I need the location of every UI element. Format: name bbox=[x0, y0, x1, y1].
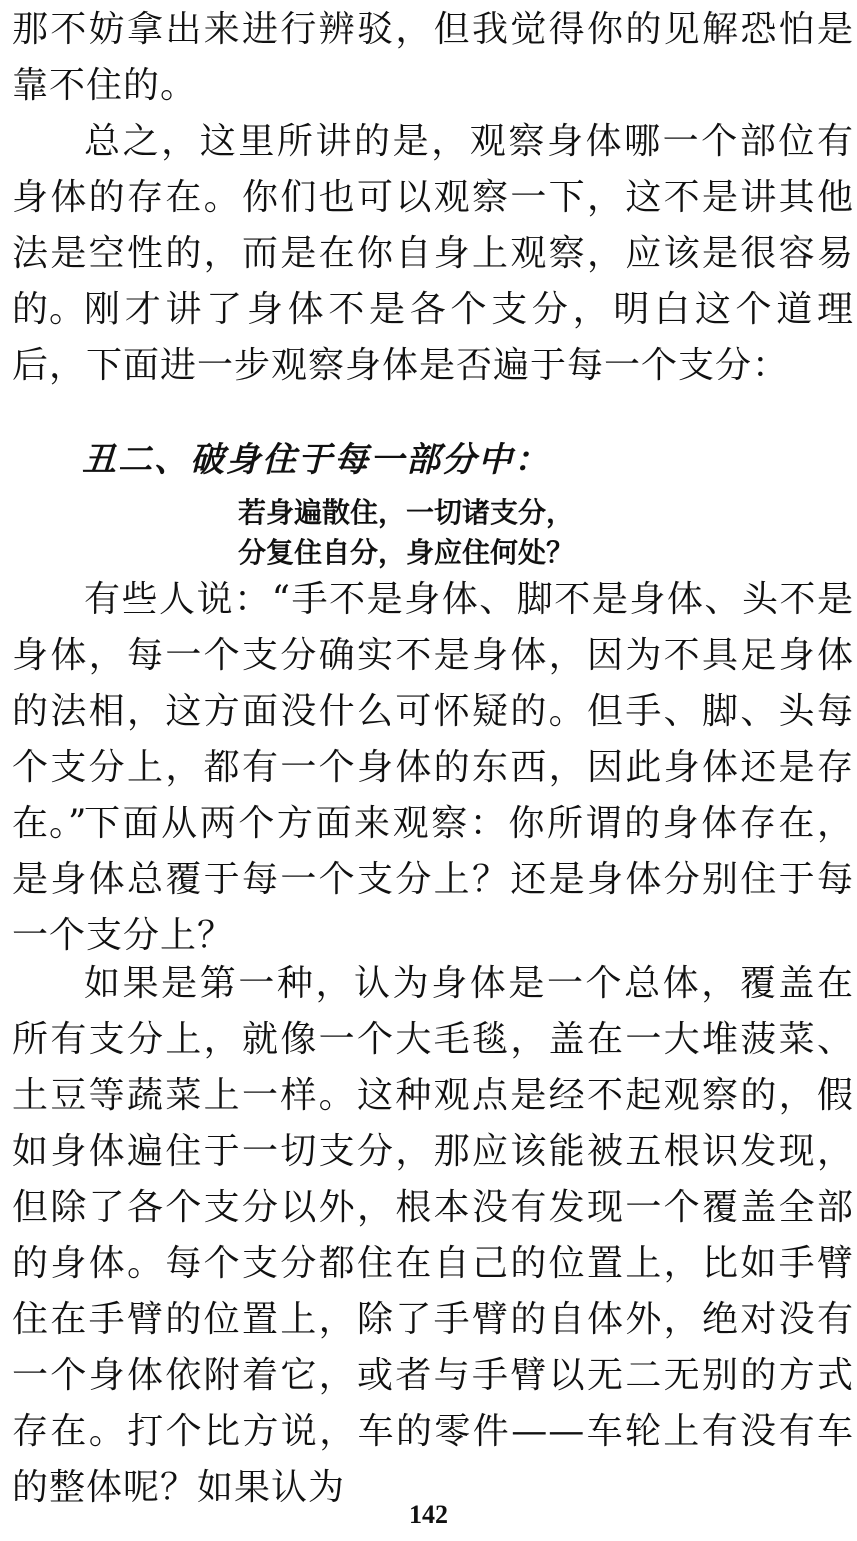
paragraph-first-case: 如果是第一种，认为身体是一个总体，覆盖在所有支分上，就像一个大毛毯，盖在一大堆菠菜、土豆等蔬菜上一样。这种观点是经不起观察的，假如身体遍住于一切支分，那应该能被五根识发现，但除了各个支分以外，根本没有发现一个覆盖全部的身体。每个支分都住在自己的位置上，比如手臂住在手臂的位置上，除了手臂的自体外，绝对没有一个身体依附着它，或者与手臂以无二无别的方式存在。打个比方说，车的零件——车轮上有没有车的整体呢？如果认为 bbox=[12, 963, 854, 1508]
paragraph-continuation: 那不妨拿出来进行辨驳，但我觉得你的见解恐怕是靠不住的。 bbox=[12, 9, 854, 106]
section-heading: 丑二、破身住于每一部分中： bbox=[82, 440, 550, 480]
paragraph-objection: 有些人说：“手不是身体、脚不是身体、头不是身体，每一个支分确实不是身体，因为不具足身体的法相，这方面没什么可怀疑的。但手、脚、头每个支分上，都有一个身体的东西，因此身体还是存在。” bbox=[12, 579, 854, 844]
verse-line-2: 分复住自分，身应住何处？ bbox=[238, 536, 575, 569]
verse-line-1: 若身遍散住，一切诸支分， bbox=[238, 496, 575, 529]
paragraph-summary: 总之，这里所讲的是，观察身体哪一个部位有身体的存在。你们也可以观察一下，这不是讲其他法是空性的，而是在你自身上观察，应该是很容易的。 bbox=[12, 121, 854, 330]
page-number: 142 bbox=[409, 1500, 448, 1529]
paragraph-two-aspects: 下面从两个方面来观察：你所谓的身体存在，是身体总覆于每一个支分上？还是身体分别住于每一个支分上？ bbox=[12, 803, 854, 956]
paragraph-transition: 刚才讲了身体不是各个支分，明白这个道理后，下面进一步观察身体是否遍于每一个支分： bbox=[12, 289, 854, 386]
